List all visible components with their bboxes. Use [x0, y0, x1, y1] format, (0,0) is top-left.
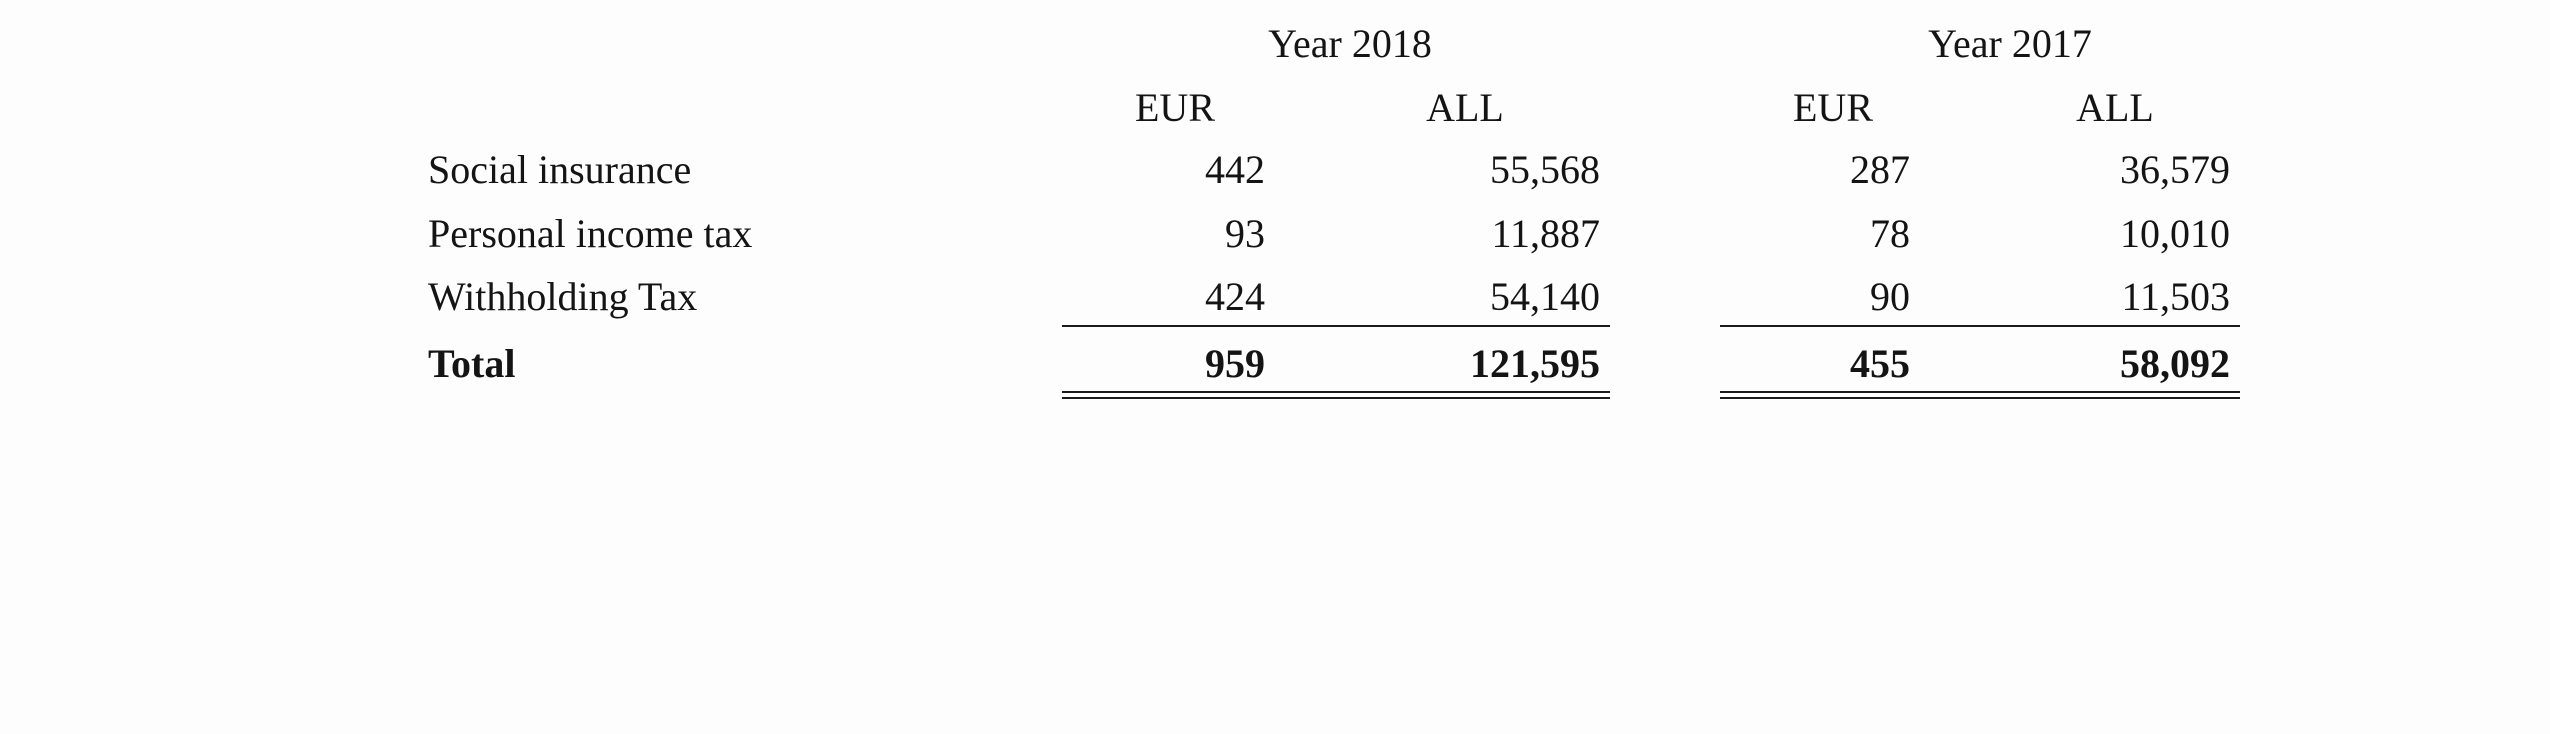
total-eur-2017: 455	[1850, 341, 1910, 386]
cell-eur-2018: 93	[1225, 211, 1265, 256]
year-2017-header: Year 2017	[1928, 21, 2092, 66]
subtotal-rule-2018	[1062, 325, 1610, 327]
cell-all-2018: 11,887	[1491, 211, 1600, 256]
year-2018-header: Year 2018	[1268, 21, 1432, 66]
cell-all-2018: 54,140	[1490, 274, 1600, 319]
cell-eur-2017: 287	[1850, 147, 1910, 192]
currency-header-eur-2017: EUR	[1793, 85, 1873, 130]
row-label-personal-income-tax: Personal income tax	[428, 211, 753, 256]
cell-all-2018: 55,568	[1490, 147, 1600, 192]
subtotal-rule-2017	[1720, 325, 2240, 327]
total-double-rule-2017	[1720, 391, 2240, 399]
total-double-rule-2018	[1062, 391, 1610, 399]
total-all-2017: 58,092	[2120, 341, 2230, 386]
total-label: Total	[428, 341, 516, 386]
cell-eur-2017: 90	[1870, 274, 1910, 319]
total-all-2018: 121,595	[1470, 341, 1600, 386]
cell-all-2017: 11,503	[2121, 274, 2230, 319]
cell-eur-2017: 78	[1870, 211, 1910, 256]
currency-header-all-2018: ALL	[1426, 85, 1504, 130]
total-eur-2018: 959	[1205, 341, 1265, 386]
currency-header-eur-2018: EUR	[1135, 85, 1215, 130]
cell-eur-2018: 442	[1205, 147, 1265, 192]
cell-all-2017: 36,579	[2120, 147, 2230, 192]
row-label-social-insurance: Social insurance	[428, 147, 692, 192]
currency-header-all-2017: ALL	[2076, 85, 2154, 130]
cell-eur-2018: 424	[1205, 274, 1265, 319]
cell-all-2017: 10,010	[2120, 211, 2230, 256]
row-label-withholding-tax: Withholding Tax	[428, 274, 698, 319]
